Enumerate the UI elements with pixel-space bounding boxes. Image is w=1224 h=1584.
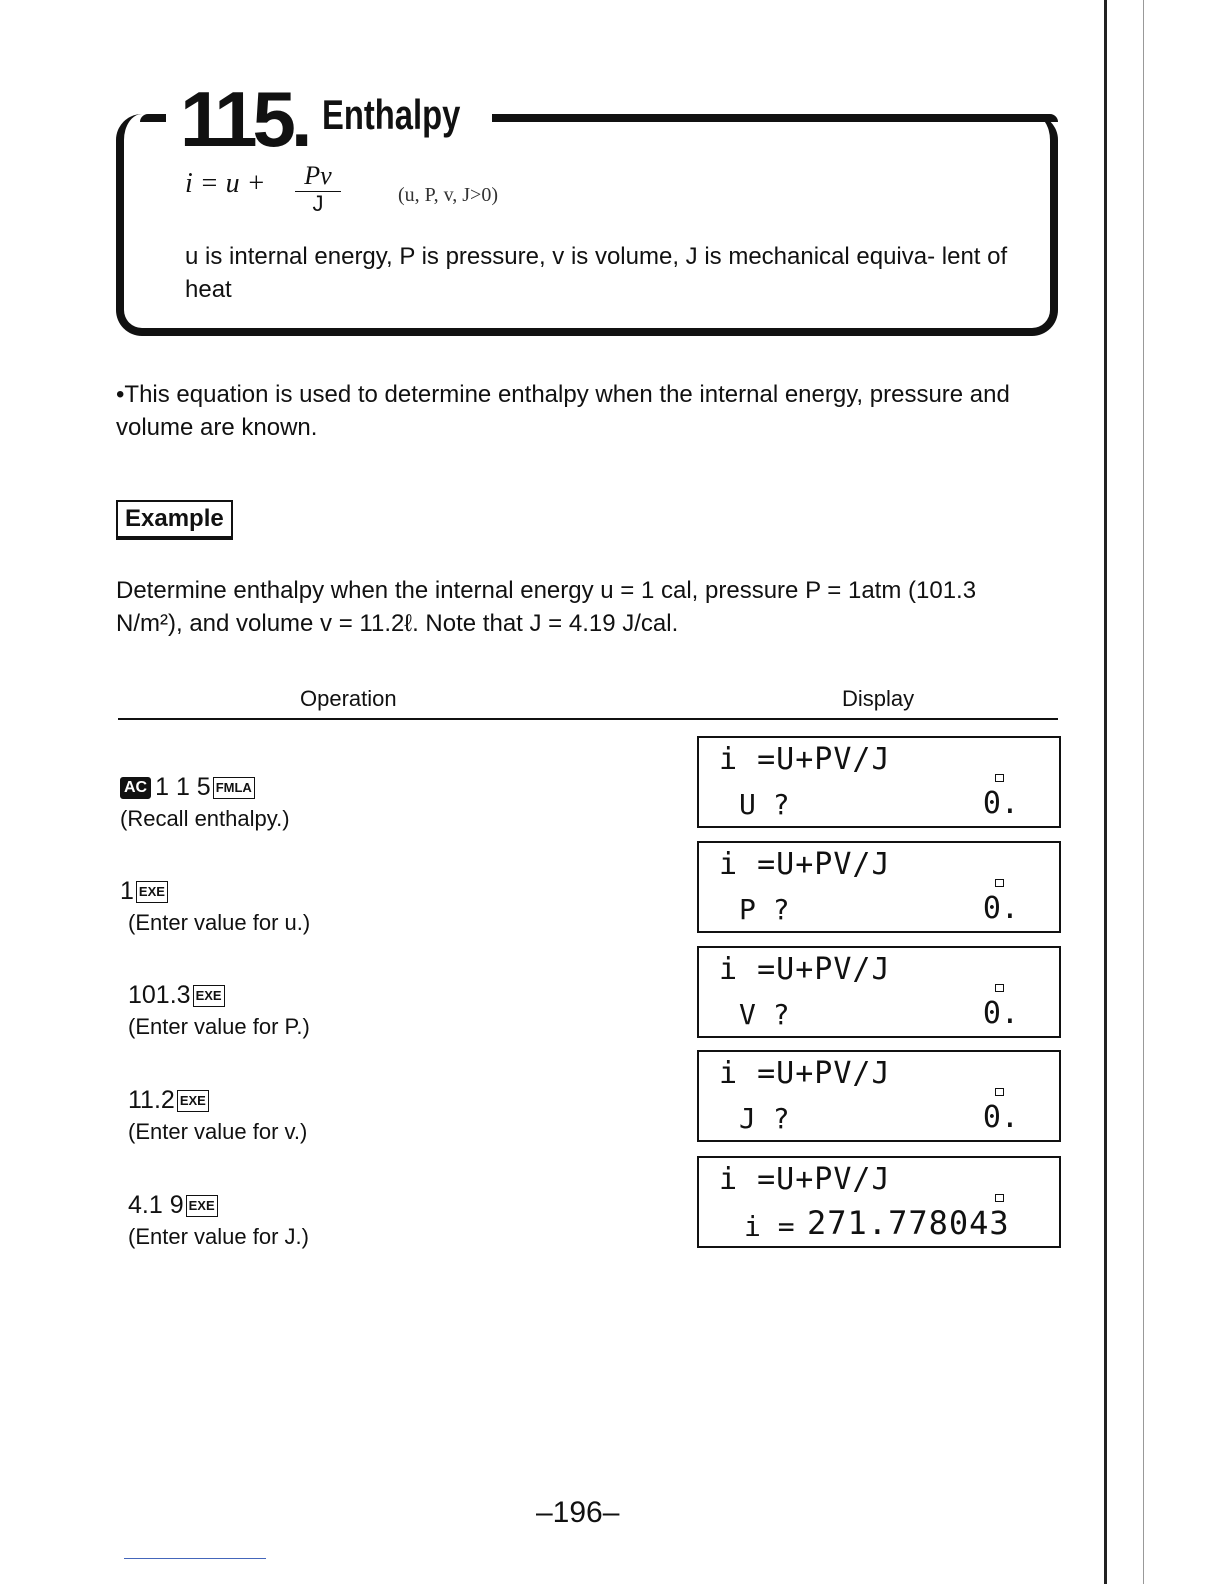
formula-numerator: Pv xyxy=(295,162,341,192)
display-prompt: U ? xyxy=(739,788,790,821)
page-edge-line xyxy=(1104,0,1107,1584)
calculator-display xyxy=(697,946,1061,1038)
calculator-display xyxy=(697,1050,1061,1142)
section-title: Enthalpy xyxy=(322,91,461,138)
footer-line xyxy=(124,1558,266,1559)
calculator-display xyxy=(697,841,1061,933)
formula xyxy=(185,161,332,216)
display-prompt: V ? xyxy=(739,998,790,1031)
example-label: Example xyxy=(116,500,233,540)
display-indicator-icon xyxy=(995,774,1004,782)
formula-fraction xyxy=(295,162,341,216)
step-note: (Enter value for v.) xyxy=(128,1119,308,1144)
display-formula: i =U+PV/J xyxy=(719,952,891,987)
display-indicator-icon xyxy=(995,1088,1004,1096)
ac-key-icon: AC xyxy=(120,777,151,799)
page-edge-line-thin xyxy=(1143,0,1144,1584)
formula-condition: (u, P, v, J>0) xyxy=(398,184,498,206)
exe-key-icon: EXE xyxy=(136,881,168,903)
display-prompt: P ? xyxy=(739,893,790,926)
example-problem-line1: Determine enthalpy when the internal energy u = 1 cal, pressure P = 1atm (101.3 xyxy=(116,577,977,604)
display-formula: i =U+PV/J xyxy=(719,742,891,777)
step-note: (Enter value for u.) xyxy=(128,910,311,935)
title-rule xyxy=(492,114,1058,122)
intro-text: •This equation is used to determine enthalpy when the internal energy, pressure and volume are known. xyxy=(116,381,1010,441)
display-prompt: i = xyxy=(744,1210,795,1243)
formula-description: u is internal energy, P is pressure, v is volume, J is mechanical equiva- lent of heat xyxy=(185,243,1008,303)
operation-step xyxy=(120,874,310,938)
formula-lhs: i = u + xyxy=(185,168,266,199)
display-value: 0. xyxy=(982,786,1019,821)
display-value: 0. xyxy=(982,891,1019,926)
exe-key-icon: EXE xyxy=(186,1195,218,1217)
display-value: 271.778043 xyxy=(807,1204,1010,1242)
display-value: 0. xyxy=(982,996,1019,1031)
step-input: 4.1 9 xyxy=(128,1191,184,1219)
header-rule xyxy=(118,718,1058,720)
step-input: 11.2 xyxy=(128,1086,175,1114)
page-number: –196– xyxy=(536,1496,620,1529)
step-input: 101.3 xyxy=(128,981,191,1009)
display-prompt: J ? xyxy=(739,1102,790,1135)
operation-step xyxy=(120,770,290,834)
step-note: (Recall enthalpy.) xyxy=(120,806,290,831)
step-note: (Enter value for J.) xyxy=(128,1224,309,1249)
display-indicator-icon xyxy=(995,879,1004,887)
display-header: Display xyxy=(842,686,915,711)
step-input: 1 xyxy=(120,877,134,905)
display-formula: i =U+PV/J xyxy=(719,1162,891,1197)
exe-key-icon: EXE xyxy=(193,985,225,1007)
display-value: 0. xyxy=(982,1100,1019,1135)
exe-key-icon: EXE xyxy=(177,1090,209,1112)
display-indicator-icon xyxy=(995,984,1004,992)
operation-header: Operation xyxy=(300,686,397,711)
operation-step xyxy=(120,978,310,1042)
fmla-key-icon: FMLA xyxy=(213,777,255,799)
operation-step xyxy=(120,1188,309,1252)
step-note: (Enter value for P.) xyxy=(128,1014,310,1039)
calculator-display xyxy=(697,1156,1061,1248)
calculator-display xyxy=(697,736,1061,828)
display-indicator-icon xyxy=(995,1194,1004,1202)
section-number: 115. xyxy=(180,75,308,163)
display-formula: i =U+PV/J xyxy=(719,847,891,882)
example-problem-line2: N/m²), and volume v = 11.2ℓ. Note that J = 4.19 J/cal. xyxy=(116,610,679,637)
step-input: 1 1 5 xyxy=(155,773,211,801)
operation-step xyxy=(120,1083,307,1147)
display-formula: i =U+PV/J xyxy=(719,1056,891,1091)
formula-denominator: J xyxy=(312,190,324,216)
title-rule-left xyxy=(140,114,166,122)
